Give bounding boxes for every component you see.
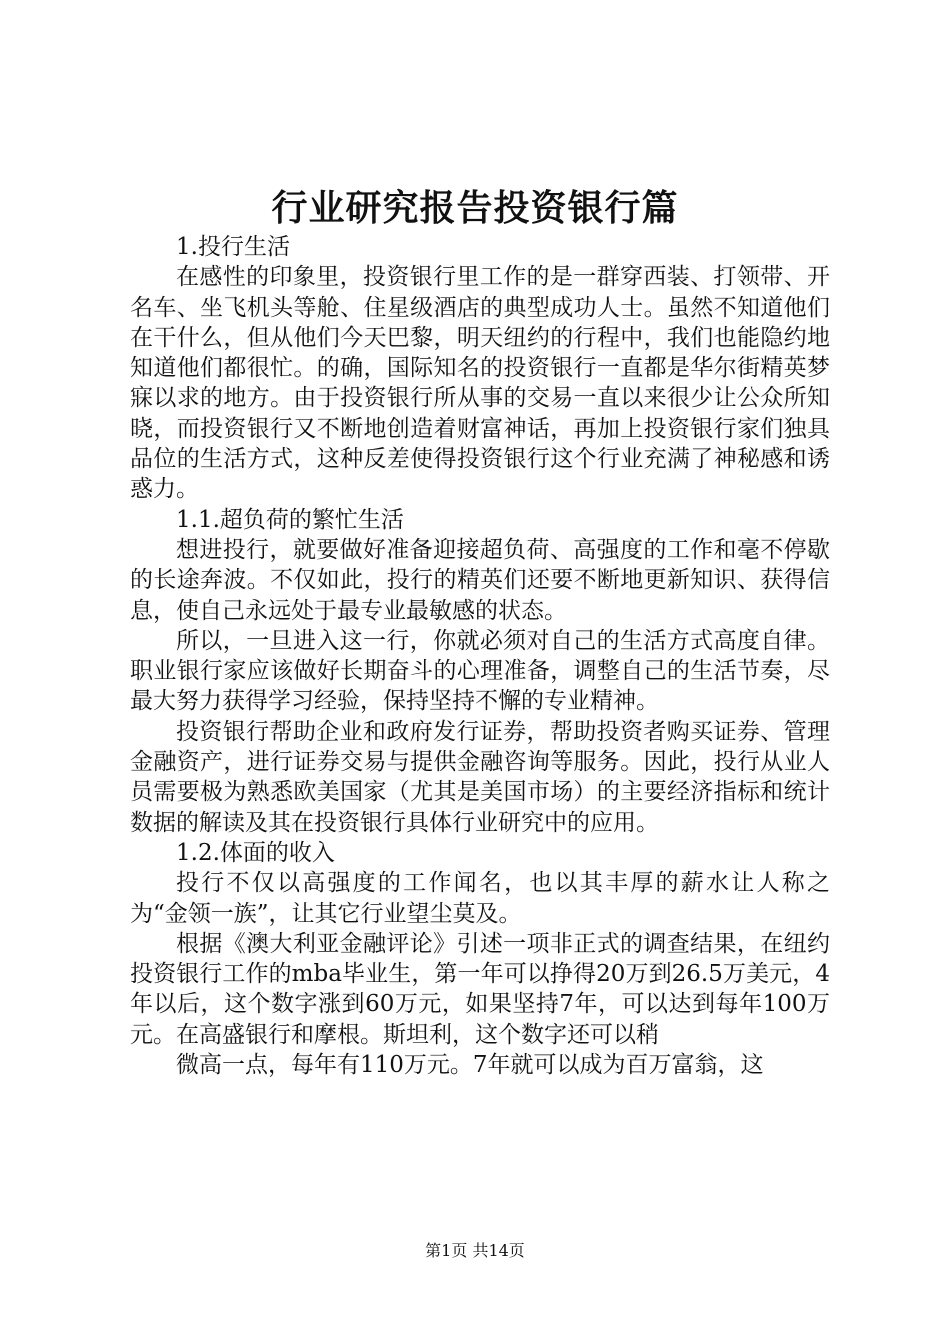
body-paragraph: 投行不仅以高强度的工作闻名，也以其丰厚的薪水让人称之为“金领一族”，让其它行业望尘莫及。 [130, 870, 830, 927]
page-title: 行业研究报告投资银行篇 [271, 187, 679, 229]
body-paragraph: 所以，一旦进入这一行，你就必须对自己的生活方式高度自律。职业银行家应该做好长期奋斗的心理准备，调整自己的生活节奏，尽最大努力获得学习经验，保持坚持不懈的专业精神。 [130, 627, 830, 715]
section-heading: 1.投行生活 [176, 234, 290, 260]
body-paragraph: 在感性的印象里，投资银行里工作的是一群穿西装、打领带、开名车、坐飞机头等舱、住星级酒店的典型成功人士。虽然不知道他们在干什么，但从他们今天巴黎，明天纽约的行程中，我们也能隐约地知道他们都很忙。的确，国际知名的投资银行一直都是华尔街精英梦寐以求的地方。由于投资银行所从事的交易一直以来很少让公众所知晓，而投资银行又不断地创造着财富神话，再加上投资银行家们独具品位的生活方式，这种反差使得投资银行这个行业充满了神秘感和诱惑力。 [130, 264, 830, 503]
body-paragraph: 微高一点，每年有110万元。7年就可以成为百万富翁，这 [176, 1052, 764, 1079]
section-heading: 1.2.体面的收入 [176, 839, 335, 866]
page-footer: 第1页 共14页 [425, 1241, 525, 1260]
body-paragraph: 想进投行，就要做好准备迎接超负荷、高强度的工作和毫不停歇的长途奔波。不仅如此，投行的精英们还要不断地更新知识、获得信息，使自己永远处于最专业最敏感的状态。 [130, 536, 830, 624]
body-paragraph: 根据《澳大利亚金融评论》引述一项非正式的调查结果，在纽约投资银行工作的mba毕业生，第一年可以挣得20万到26.5万美元，4年以后，这个数字涨到60万元，如果坚持7年，可以达到每年100万元。在高盛银行和摩根。斯坦利，这个数字还可以稍 [130, 930, 830, 1048]
document-body [130, 232, 830, 1080]
section-heading: 1.1.超负荷的繁忙生活 [176, 506, 404, 533]
body-paragraph: 投资银行帮助企业和政府发行证券，帮助投资者购买证券、管理金融资产，进行证券交易与提供金融咨询等服务。因此，投行从业人员需要极为熟悉欧美国家（尤其是美国市场）的主要经济指标和统计数据的解读及其在投资银行具体行业研究中的应用。 [130, 718, 830, 836]
